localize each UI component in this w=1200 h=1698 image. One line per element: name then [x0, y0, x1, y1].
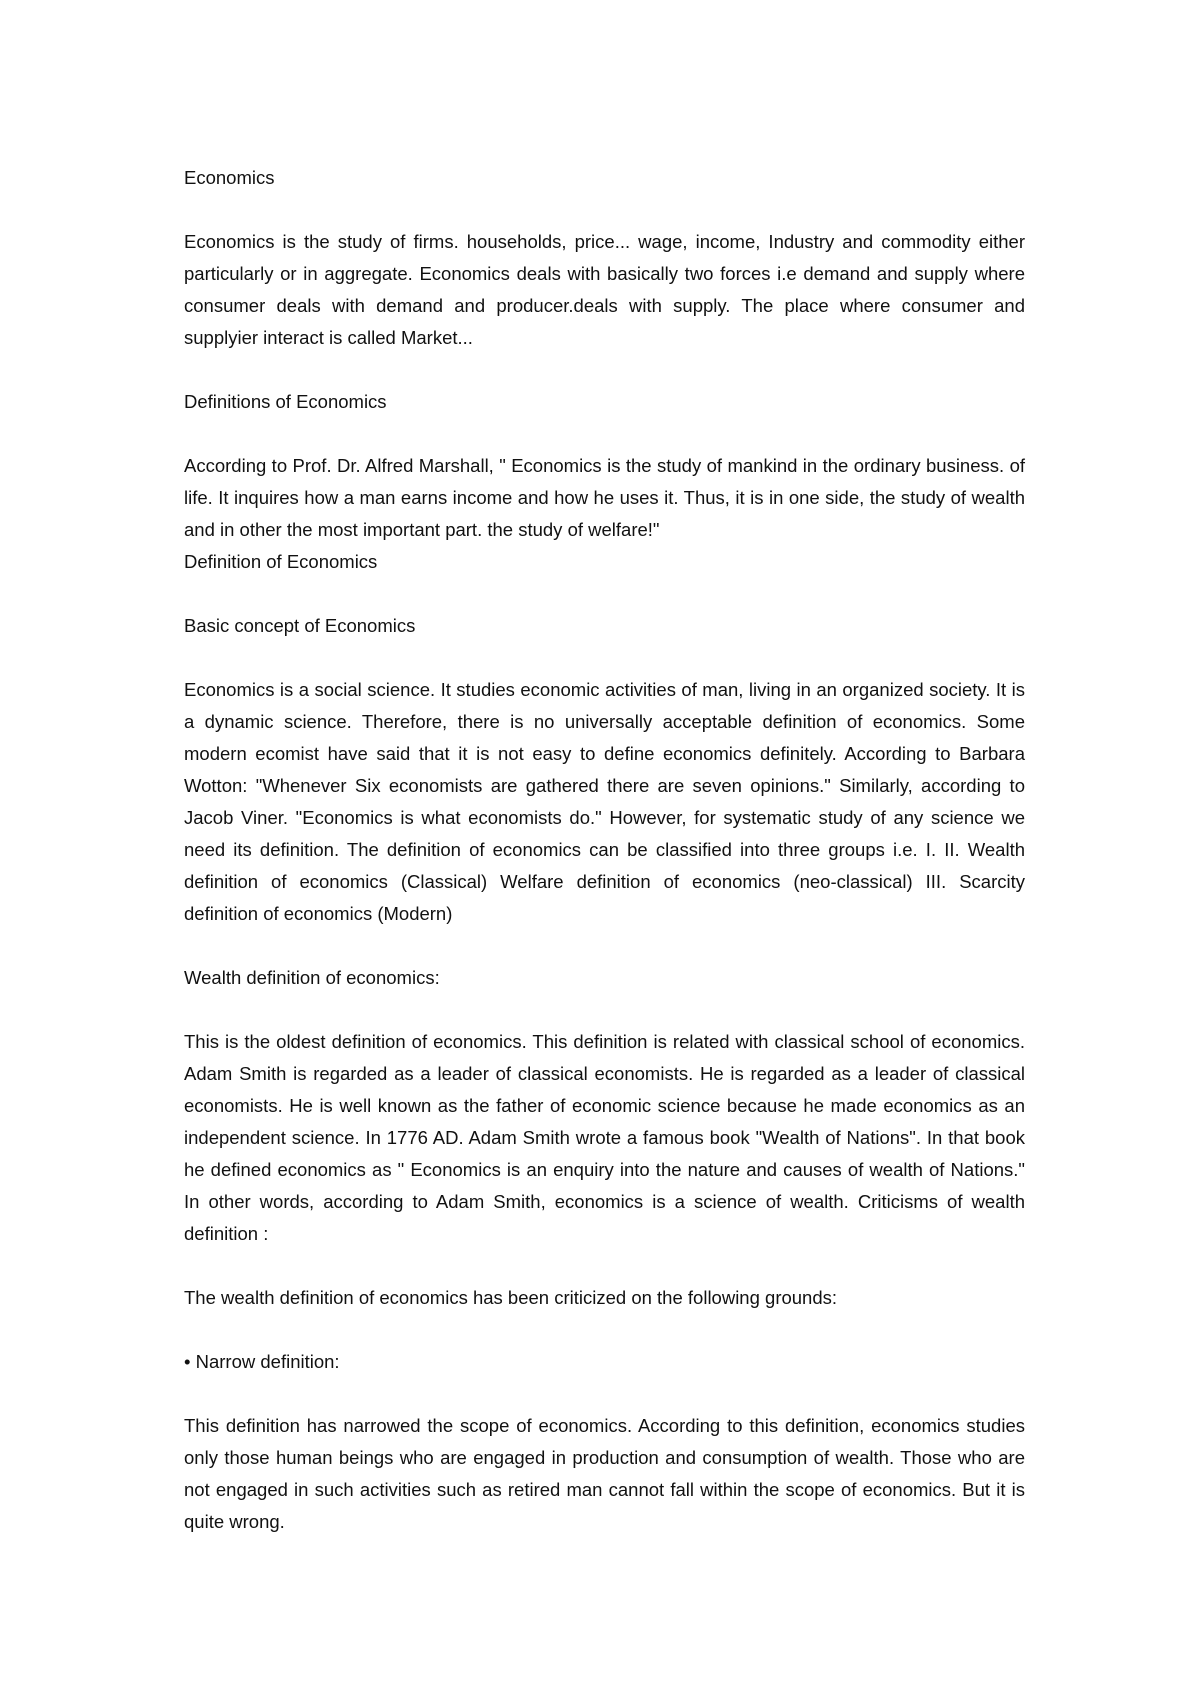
narrow-definition-paragraph: This definition has narrowed the scope of economics. According to this definition, economics studies only those human beings who are engaged in production and consumption of wealth. Those who are not engaged in such activities such as retired man cannot fall within the scope of economics. But it is quite wrong.: [184, 1415, 1025, 1532]
wealth-definition-heading: Wealth definition of economics:: [184, 967, 440, 988]
basic-concept-paragraph: Economics is a social science. It studies economic activities of man, living in an organized society. It is a dynamic science. Therefore, there is no universally acceptable definition of economics. Some modern ecomist have said that it is not easy to define economics definitely. According to Barbara Wotton: "Whenever Six economists are gathered there are seven opinions." Similarly, according to Jacob Viner. "Economics is what economists do." However, for systematic study of any science we need its definition. The definition of economics can be classified into three groups i.e. I. II. Wealth definition of economics (Classical) Welfare definition of economics (neo-classical) III. Scarcity definition of economics (Modern): [184, 679, 1025, 924]
spacer: [184, 418, 1025, 450]
document-title: Economics: [184, 167, 275, 188]
bullet-narrow-definition: • Narrow definition:: [184, 1351, 340, 1372]
spacer: [184, 642, 1025, 674]
spacer: [184, 1378, 1025, 1410]
definition-heading: Definition of Economics: [184, 551, 378, 572]
definitions-heading: Definitions of Economics: [184, 391, 387, 412]
marshall-paragraph: According to Prof. Dr. Alfred Marshall, " Economics is the study of mankind in the ordinary business. of life. It inquires how a man earns income and how he uses it. Thus, it is in one side, the study of wealth and in other the most important part. the study of welfare!": [184, 455, 1025, 540]
intro-paragraph: Economics is the study of firms. households, price... wage, income, Industry and commodity either particularly or in aggregate. Economics deals with basically two forces i.e demand and supply where consumer deals with demand and producer.deals with supply. The place where consumer and supplyier interact is called Market...: [184, 231, 1025, 348]
spacer: [184, 354, 1025, 386]
criticism-intro: The wealth definition of economics has been criticized on the following grounds:: [184, 1287, 838, 1308]
basic-concept-heading: Basic concept of Economics: [184, 615, 416, 636]
spacer: [184, 930, 1025, 962]
spacer: [184, 994, 1025, 1026]
spacer: [184, 1314, 1025, 1346]
spacer: [184, 1250, 1025, 1282]
spacer: [184, 578, 1025, 610]
spacer: [184, 194, 1025, 226]
document-body: [184, 162, 1025, 1538]
wealth-definition-paragraph: This is the oldest definition of economics. This definition is related with classical school of economics. Adam Smith is regarded as a leader of classical economists. He is regarded as a leader of classical economists. He is well known as the father of economic science because he made economics as an independent science. In 1776 AD. Adam Smith wrote a famous book "Wealth of Nations". In that book he defined economics as " Economics is an enquiry into the nature and causes of wealth of Nations." In other words, according to Adam Smith, economics is a science of wealth. Criticisms of wealth definition :: [184, 1031, 1025, 1244]
